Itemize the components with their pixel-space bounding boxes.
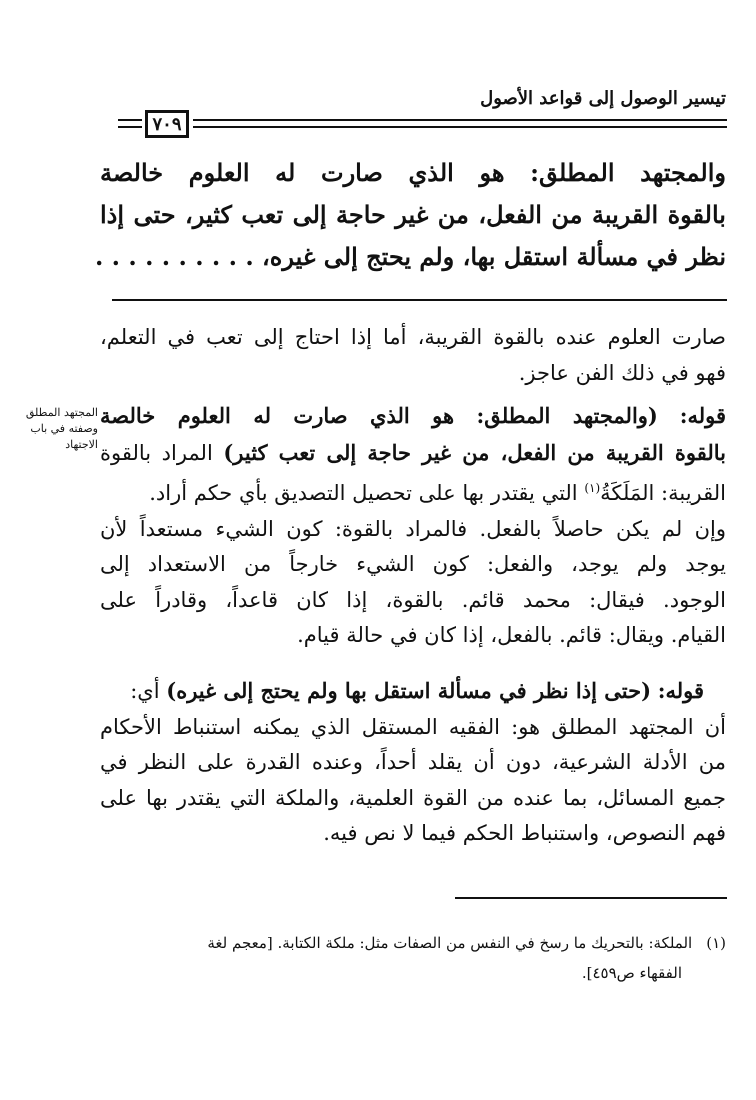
margin-note-line: المجتهد المطلق [25, 406, 98, 419]
matn-line: بالقوة القريبة من الفعل، من غير حاجة إلى تعب كثير، حتى إذا [100, 200, 726, 229]
margin-note-line: الاجتهاد [65, 438, 98, 451]
commentary-section-2 [100, 673, 726, 852]
commentary-line: من الأدلة الشرعية، دون أن يقلد أحداً، وعنده القدرة على النظر في [100, 750, 726, 774]
commentary-text: القريبة: المَلَكَةُ [600, 481, 726, 505]
footnote-ref: (١) [584, 481, 601, 495]
header-rule-right-top [193, 119, 727, 121]
commentary-section-1 [100, 398, 726, 654]
commentary-line: يوجد ولم يوجد، والفعل: كون الشيء خارجاً من الاستعداد إلى [100, 552, 726, 576]
footnote-line: الفقهاء ص٤٥٩]. [581, 964, 682, 982]
commentary-line [100, 398, 726, 435]
header-rule-left-bottom [118, 126, 142, 128]
matn-separator [112, 299, 727, 301]
margin-note-line: وصفته في باب [30, 422, 98, 435]
page-number: ٧٠٩ [145, 110, 189, 138]
commentary-line: القيام. ويقال: قائم. بالفعل، إذا كان في حالة قيام. [297, 623, 726, 647]
commentary-line [100, 435, 726, 472]
commentary-line: جميع المسائل، بما عنده من القوة العلمية، والملكة التي يقتدر بها على [100, 785, 726, 810]
quoted-matn: (حتى إذا نظر في مسألة استقل بها ولم يحتج إلى غيره) [166, 678, 652, 703]
quote-label: قوله: [679, 403, 726, 428]
commentary-line: الوجود. فيقال: محمد قائم. بالقوة، إذا كان قاعداً، وقادراً على [100, 587, 726, 612]
header-rule-right-bottom [193, 126, 727, 128]
commentary-line: وإن لم يكن حاصلاً بالفعل. فالمراد بالقوة: كون الشيء مستعداً لأن [100, 516, 726, 541]
quoted-matn: بالقوة القريبة من الفعل، من غير حاجة إلى تعب كثير) [223, 439, 726, 465]
matn-text [94, 152, 726, 278]
commentary-text: المراد بالقوة [100, 440, 213, 465]
footnote [100, 928, 726, 988]
footnote-text: الملكة: بالتحريك ما رسخ في النفس من الصفات مثل: ملكة الكتابة. [معجم لغة [207, 934, 693, 952]
commentary-line: أن المجتهد المطلق هو: الفقيه المستقل الذي يمكنه استنباط الأحكام [100, 714, 726, 739]
matn-line: نظر في مسألة استقل بها، ولم يحتج إلى غيره، . . . . . . . . . . [94, 242, 726, 271]
matn-line: والمجتهد المطلق: هو الذي صارت له العلوم خالصة [100, 158, 726, 187]
commentary-intro [100, 320, 726, 391]
footnote-number: (١) [706, 934, 726, 952]
footnote-separator [455, 897, 727, 899]
commentary-line: فهو في ذلك الفن عاجز. [518, 360, 726, 385]
commentary-line: صارت العلوم عنده بالقوة القريبة، أما إذا احتاج إلى تعب في التعلم، [100, 325, 726, 349]
quoted-matn: (والمجتهد المطلق: هو الذي صارت له العلوم خالصة [100, 403, 658, 428]
commentary-line: فهم النصوص، واستنباط الحكم فيما لا نص فيه. [323, 821, 726, 845]
commentary-text: أي: [130, 679, 160, 703]
book-title: تيسير الوصول إلى قواعد الأصول [480, 88, 726, 109]
margin-note [10, 405, 98, 453]
commentary-line [100, 673, 726, 710]
commentary-text: التي يقتدر بها على تحصيل التصديق بأي حكم أراد. [149, 481, 578, 505]
quote-label: قوله: [657, 678, 704, 703]
footnote-line [100, 928, 726, 958]
header-rule-left-top [118, 119, 142, 121]
commentary-line [100, 471, 726, 512]
